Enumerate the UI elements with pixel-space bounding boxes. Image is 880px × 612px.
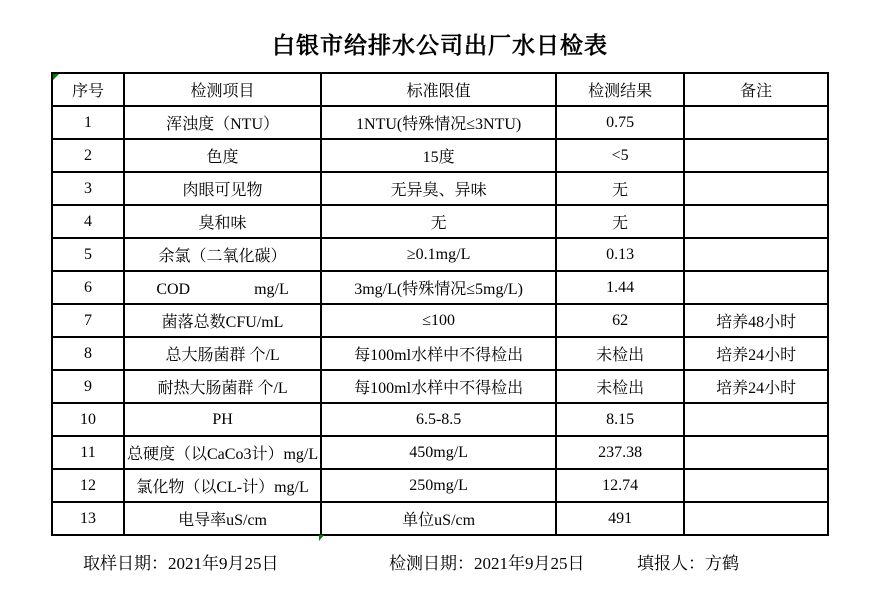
table-row — [52, 139, 828, 172]
table-cell: 10 — [52, 403, 124, 436]
table-row — [52, 205, 828, 238]
table-row — [52, 469, 828, 502]
table-cell: 4 — [52, 205, 124, 238]
table-cell: 无 — [556, 205, 684, 238]
table-row — [52, 502, 828, 535]
table-row — [52, 271, 828, 304]
table-row — [52, 172, 828, 205]
table-cell: ≤100 — [321, 304, 556, 337]
table-cell — [684, 469, 828, 502]
table-cell: 1 — [52, 106, 124, 139]
table-cell: 13 — [52, 502, 124, 535]
table-cell: 491 — [556, 502, 684, 535]
test-date-value: 2021年9月25日 — [474, 554, 585, 573]
table-header-row — [52, 73, 828, 106]
table-cell: 每100ml水样中不得检出 — [321, 337, 556, 370]
table-cell: 1NTU(特殊情况≤3NTU) — [321, 106, 556, 139]
table-cell: 培养48小时 — [684, 304, 828, 337]
table-cell — [684, 271, 828, 304]
table-cell: 450mg/L — [321, 436, 556, 469]
inspection-table — [51, 72, 829, 536]
table-cell: 浑浊度（NTU） — [124, 106, 321, 139]
table-cell: 培养24小时 — [684, 337, 828, 370]
table-cell: 总大肠菌群 个/L — [124, 337, 321, 370]
table-cell: 9 — [52, 370, 124, 403]
table-cell: 0.13 — [556, 238, 684, 271]
column-header: 检测项目 — [124, 73, 321, 106]
table-cell — [684, 238, 828, 271]
reporter-value: 方鹤 — [705, 554, 739, 573]
table-cell: 未检出 — [556, 370, 684, 403]
table-cell: 237.38 — [556, 436, 684, 469]
table-cell: 8.15 — [556, 403, 684, 436]
table-cell: COD mg/L — [124, 271, 321, 304]
table-cell: 62 — [556, 304, 684, 337]
test-date — [389, 549, 585, 574]
table-cell: 12 — [52, 469, 124, 502]
table-cell: 无 — [321, 205, 556, 238]
column-header: 检测结果 — [556, 73, 684, 106]
table-row — [52, 106, 828, 139]
table-cell: 12.74 — [556, 469, 684, 502]
column-header: 标准限值 — [321, 73, 556, 106]
table-cell: 15度 — [321, 139, 556, 172]
table-cell: 1.44 — [556, 271, 684, 304]
table-cell: 3 — [52, 172, 124, 205]
table-cell: ≥0.1mg/L — [321, 238, 556, 271]
table-cell — [684, 436, 828, 469]
table-cell — [684, 139, 828, 172]
table-cell — [684, 106, 828, 139]
table-cell: 氯化物（以CL-计）mg/L — [124, 469, 321, 502]
table-cell: 臭和味 — [124, 205, 321, 238]
sample-date — [83, 549, 279, 574]
sample-date-value: 2021年9月25日 — [168, 554, 279, 573]
table-cell — [684, 205, 828, 238]
table-cell: 0.75 — [556, 106, 684, 139]
table-cell: 11 — [52, 436, 124, 469]
table-cell: 菌落总数CFU/mL — [124, 304, 321, 337]
column-header: 备注 — [684, 73, 828, 106]
table-row — [52, 436, 828, 469]
table-row — [52, 304, 828, 337]
table-cell: 电导率uS/cm — [124, 502, 321, 535]
test-date-label: 检测日期： — [389, 554, 474, 573]
table-cell: <5 — [556, 139, 684, 172]
table-cell: 250mg/L — [321, 469, 556, 502]
table-cell: 无 — [556, 172, 684, 205]
table-row — [52, 370, 828, 403]
reporter-label: 填报人： — [637, 554, 705, 573]
column-header: 序号 — [52, 73, 124, 106]
table-cell: 5 — [52, 238, 124, 271]
table-cell: 8 — [52, 337, 124, 370]
table-cell: 单位uS/cm — [321, 502, 556, 535]
table-cell: 无异臭、异味 — [321, 172, 556, 205]
table-cell: 7 — [52, 304, 124, 337]
table-cell: 每100ml水样中不得检出 — [321, 370, 556, 403]
table-cell — [684, 403, 828, 436]
table-row — [52, 238, 828, 271]
table-cell: 耐热大肠菌群 个/L — [124, 370, 321, 403]
table-row — [52, 403, 828, 436]
table-cell: 总硬度（以CaCo3计）mg/L — [124, 436, 321, 469]
table-body — [52, 106, 828, 535]
table-cell: 6.5-8.5 — [321, 403, 556, 436]
table-row — [52, 337, 828, 370]
reporter — [637, 549, 739, 574]
table-cell: 培养24小时 — [684, 370, 828, 403]
table-cell — [684, 502, 828, 535]
page-title: 白银市给排水公司出厂水日检表 — [272, 32, 608, 58]
table-cell: 余氯（二氧化碳） — [124, 238, 321, 271]
table-cell: 6 — [52, 271, 124, 304]
table-cell: 2 — [52, 139, 124, 172]
table-cell: 色度 — [124, 139, 321, 172]
table-cell — [684, 172, 828, 205]
sample-date-label: 取样日期： — [83, 554, 168, 573]
table-cell: PH — [124, 403, 321, 436]
table-cell: 3mg/L(特殊情况≤5mg/L) — [321, 271, 556, 304]
table-cell: 未检出 — [556, 337, 684, 370]
table-cell: 肉眼可见物 — [124, 172, 321, 205]
